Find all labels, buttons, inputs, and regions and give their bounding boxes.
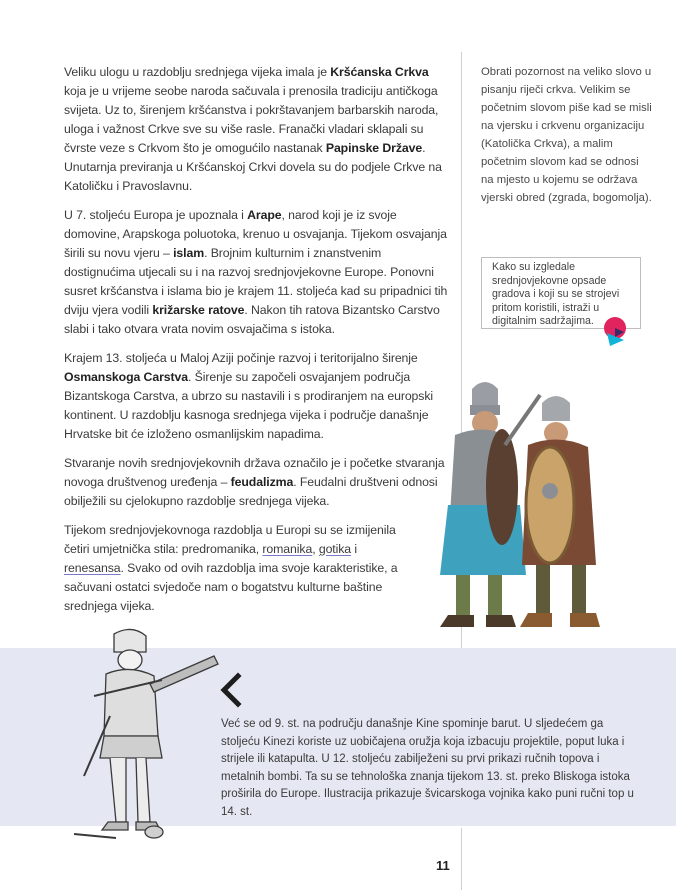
digital-content-box[interactable]: Kako su izgledale srednjovjekovne opsade gradova i koji su se strojevi pritom koristili, istraži u digitalnim sadržajima. [481,257,641,329]
term-arabs: Arape [247,208,282,222]
link-romanesque[interactable]: romanika [262,542,313,556]
hand-cannon-soldier-illustration [54,626,224,844]
link-renaissance[interactable]: renesansa [64,561,121,575]
paragraph-art-styles: Tijekom srednjovjekovnoga razdoblja u Europi su se izmijenila četiri umjetnička stila: predromanika, romanika, gotika i renesansa. Svako od ovih razdoblja ima svoje karakteristike, a sačuvani ostatci svjedoče nam o bogatstvu kulturne baštine srednjega vijeka. [64,523,398,613]
page-number: 11 [436,858,450,873]
paragraph-arabs: U 7. stoljeću Europa je upoznala i Arape, narod koji je iz svoje domovine, Arapskoga poluotoka, krenuo u osvajanja. Tijekom osvajanja širili su novu vjeru – islam. Brojnim kulturnim i znanstvenim dostignućima utjecali su i na razvoj srednjovjekovne Europe. Ponovni susret kršćanstva i islama bio je krajem 11. stoljeća kad su pripadnici tih dviju vjera vodili križarske ratove. Nakon tih ratova Bizantsko Carstvo slabi i tako otvara vrata novim osvajačima s istoka. [64,208,448,336]
term-church: Kršćanska Crkva [330,65,429,79]
sidebar-note: Obrati pozornost na veliko slovo u pisanju riječi crkva. Velikim se početnim slovom piše kad se misli na vjersku i crkvenu organizaciju (Katolička Crkva), a malim početnim slovom kad se odnosi na mjesto u kojemu se održava vjerski obred (zgrada, bogomolja). [481,66,652,204]
digital-content-icon[interactable] [598,313,632,347]
crusader-soldiers-image [400,375,640,637]
gunpowder-caption: Već se od 9. st. na području današnje Kine spominje barut. U sljedećem ga stoljeću Kinezi koriste uz uobičajena oružja koja izbacuju projektile, poput luka i strijele ili katapulta. U 12. stoljeću zabilježeni su prvi prikazi ručnih topova i metalnih bombi. Ta su se tehnološka znanja tijekom 13. st. preko Bliskoga istoka proširila do Europe. Ilustracija prikazuje švicarskoga vojnika kako puni ručni top u 14. st. [221,718,634,818]
paragraph-feudalism: Stvaranje novih srednjovjekovnih država označilo je i početke stvaranja novoga društvenog uređenja – feudalizma. Feudalni društveni odnosi obilježili su cjelokupno razdoblje srednjega vijeka. [64,456,445,508]
main-text-column [64,63,449,626]
link-gothic[interactable]: gotika [318,542,352,556]
column-divider-bottom [461,828,462,890]
paragraph-church: Veliku ulogu u razdoblju srednjega vijeka imala je Kršćanska Crkva koja je u vrijeme seobe naroda sačuvala i prenosila tradiciju antičkoga svijeta. Uz to, širenjem kršćanstva i pokrštavanjem barbarskih naroda, uloga i važnost Crkve sve su više rasle. Franački vladari sklapali su čvrste veze s Crkvom što je omogućilo nastanak Papinske Države. Unutarnja previranja u Kršćanskoj Crkvi dovela su do podjele Crkve na Katoličku i Pravoslavnu. [64,65,442,193]
term-islam: islam [173,246,205,260]
term-papal-states: Papinske Države [325,141,423,155]
term-feudalism: feudalizma [230,475,294,489]
paragraph-ottoman: Krajem 13. stoljeća u Maloj Aziji počinje razvoj i teritorijalno širenje Osmanskoga Carstva. Širenje su započeli osvajanjem područja Bizantskoga Carstva, a ubrzo su nastavili i s prodiranjem na europski kontinent. U razdoblju kasnoga srednjega vijeka i područje današnje Hrvatske bit će izloženo osmanlijskim napadima. [64,351,434,441]
term-crusades: križarske ratove [152,303,245,317]
term-ottoman-empire: Osmanskoga Carstva [64,370,188,384]
